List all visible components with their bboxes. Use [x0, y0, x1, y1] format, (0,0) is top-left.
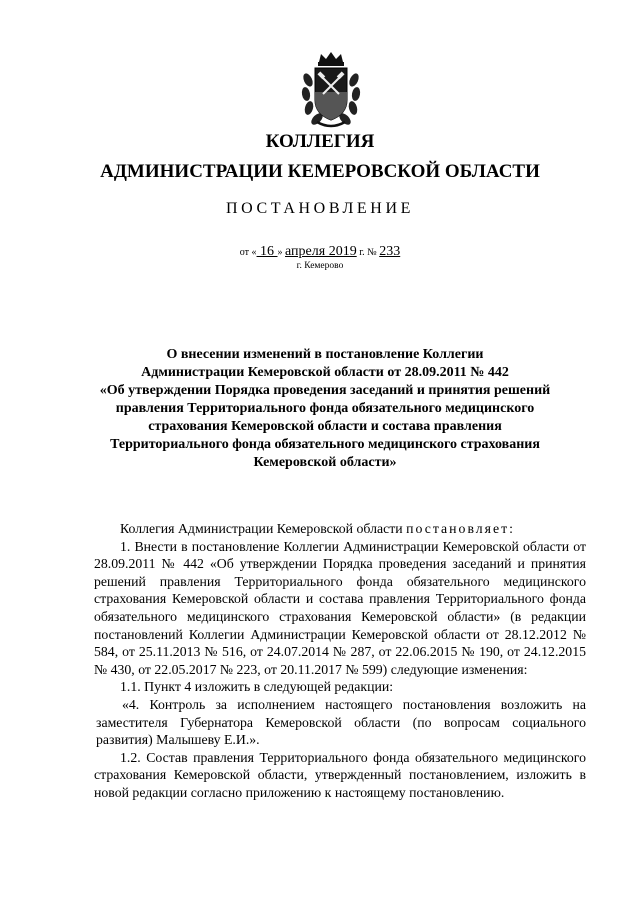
coat-of-arms-emblem — [299, 50, 363, 130]
intro-decree-word: постановляет: — [406, 521, 515, 536]
date-year-suffix: г. № — [356, 247, 380, 258]
date-prefix: от « — [239, 247, 257, 258]
subject-line: Кемеровской области» — [253, 455, 397, 470]
document-number: 233 — [379, 244, 401, 259]
paragraph-1: 1. Внести в постановление Коллегии Администрации Кемеровской области от 28.09.2011 № 442 «Об утверждении Порядка проведения заседаний и принятия решений правления Территориального фонда обязательного медицинского страхования Кемеровской области и состава правления Территориального фонда обязательного медицинского страхования Кемеровской области» (в редакции постановлений Коллегии Администрации Кемеровской области от 28.12.2012 № 584, от 25.11.2013 № 516, от 24.07.2014 № 287, от 22.06.2015 № 190, от 24.12.2015 № 430, от 22.05.2017 № 223, от 20.11.2017 № 599) следующие изменения: — [94, 538, 586, 677]
intro-text: Коллегия Администрации Кемеровской области — [120, 521, 407, 536]
paragraph-1-1: 1.1. Пункт 4 изложить в следующей редакции: — [120, 679, 394, 695]
subject-line: Территориального фонда обязательного медицинского страхования — [110, 437, 540, 452]
paragraph-quote: «4. Контроль за исполнением настоящего постановления возложить на заместителя Губернатора Кемеровской области (по вопросам социального развития) Малышеву Е.И.». — [96, 696, 586, 748]
subject-line: правления Территориального фонда обязательного медицинского — [115, 401, 535, 416]
date-mid: » — [277, 247, 286, 258]
document-type: ПОСТАНОВЛЕНИЕ — [226, 200, 414, 217]
document-body — [94, 520, 586, 802]
city-label: г. Кемерово — [296, 261, 344, 271]
subject-line: Администрации Кемеровской области от 28.09.2011 № 442 — [141, 365, 509, 380]
date-month-year: апреля 2019 — [285, 244, 357, 259]
subject-line: «Об утверждении Порядка проведения заседаний и принятия решений — [99, 383, 551, 398]
subject-line: О внесении изменений в постановление Коллегии — [166, 347, 484, 362]
intro-paragraph — [94, 520, 586, 538]
council-title: КОЛЛЕГИЯ — [265, 131, 375, 152]
subject-line: страхования Кемеровской области и состава правления — [148, 419, 502, 434]
paragraph-1-2: 1.2. Состав правления Территориального фонда обязательного медицинского страхования Кемеровской области, утвержденный постановлением, изложить в новой редакции согласно приложению к настоящему постановлению. — [94, 749, 586, 800]
date-day: 16 — [256, 244, 278, 259]
document-subject — [80, 346, 570, 472]
administration-title: АДМИНИСТРАЦИИ КЕМЕРОВСКОЙ ОБЛАСТИ — [100, 161, 540, 182]
